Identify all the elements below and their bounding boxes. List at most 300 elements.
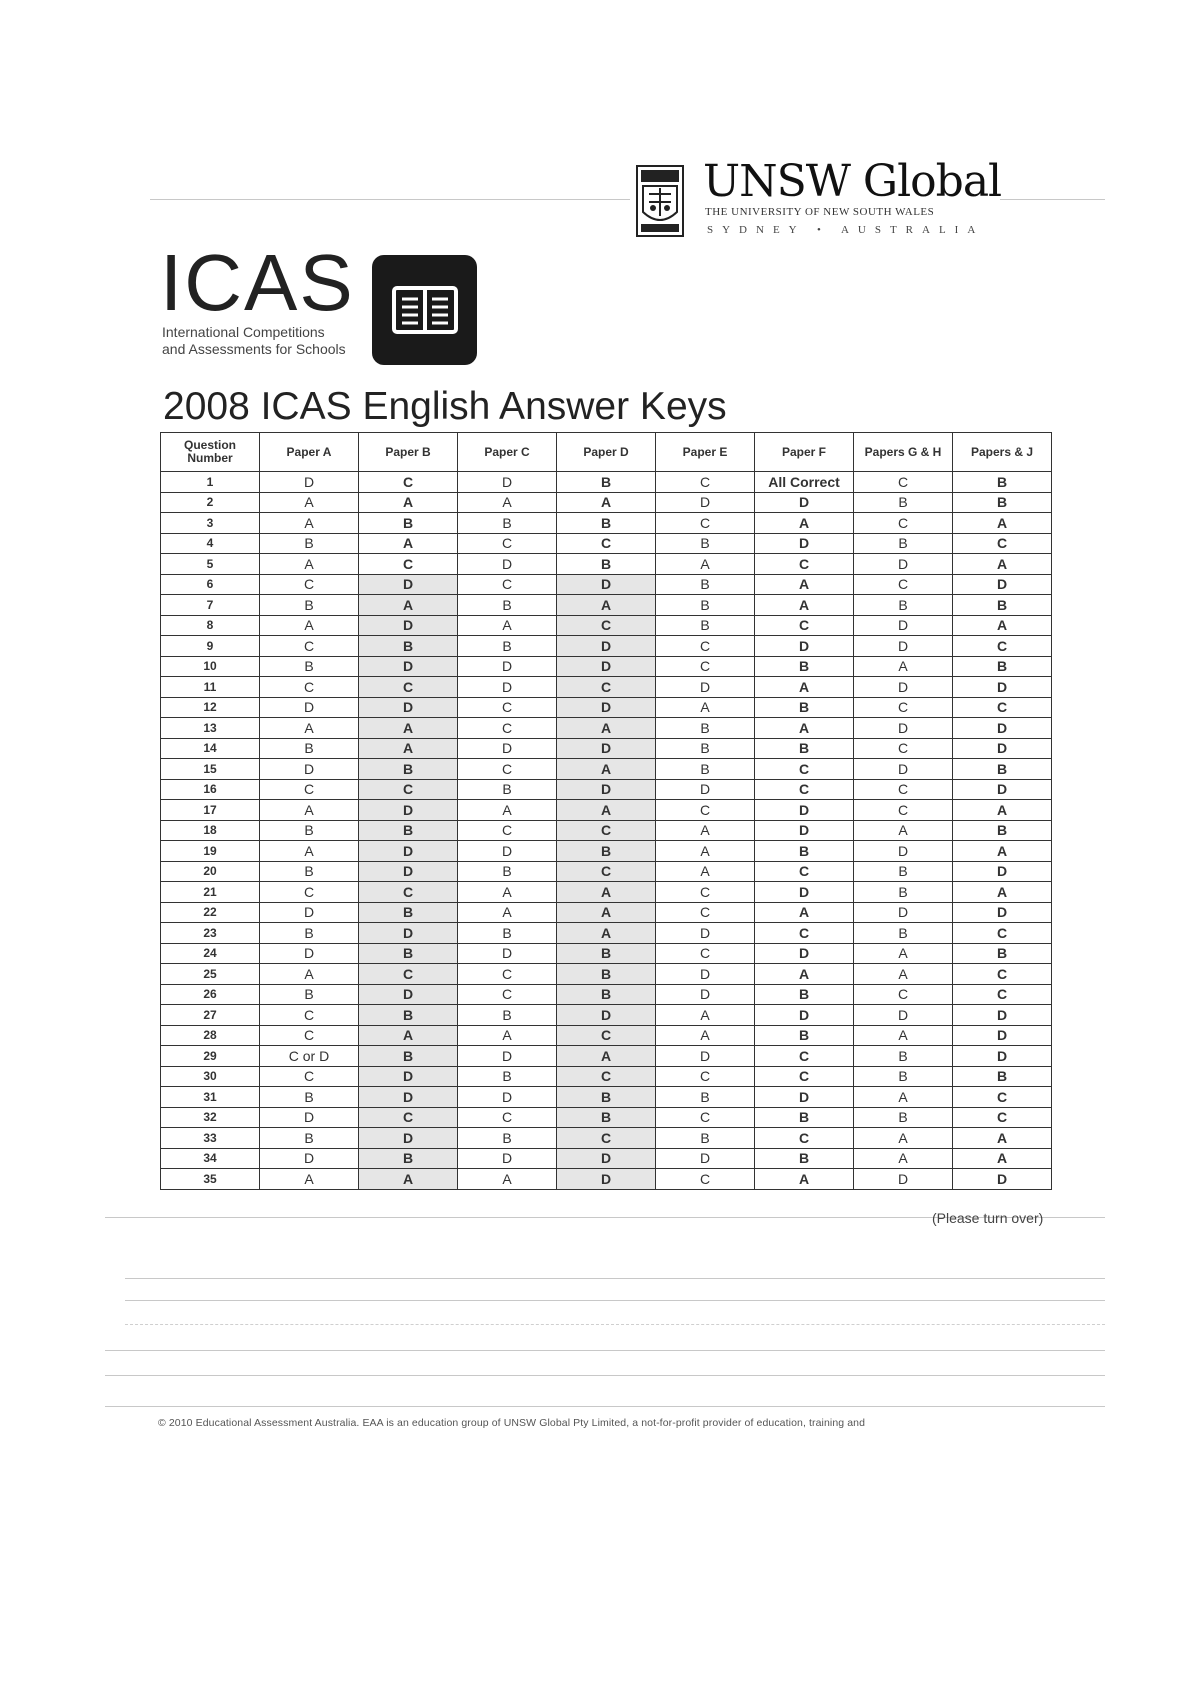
icas-logo — [160, 238, 500, 375]
answer-cell: B — [260, 1087, 359, 1108]
table-row — [161, 1148, 1052, 1169]
answer-cell: B — [458, 636, 557, 657]
answer-cell: C — [260, 636, 359, 657]
unsw-university-name: THE UNIVERSITY OF NEW SOUTH WALES — [705, 206, 935, 218]
answer-cell: B — [557, 1107, 656, 1128]
table-row — [161, 492, 1052, 513]
unsw-crest-icon — [635, 164, 685, 238]
answer-cell: D — [557, 1005, 656, 1026]
answer-cell: A — [260, 554, 359, 575]
answer-cell: A — [854, 656, 953, 677]
question-number-cell: 31 — [161, 1087, 260, 1108]
table-row — [161, 513, 1052, 534]
answer-cell: C — [359, 472, 458, 493]
answer-cell: B — [953, 820, 1052, 841]
answer-cell: B — [359, 820, 458, 841]
answer-cell: B — [260, 820, 359, 841]
table-row — [161, 800, 1052, 821]
answer-cell: B — [854, 861, 953, 882]
table-row — [161, 533, 1052, 554]
question-number-cell: 6 — [161, 574, 260, 595]
question-number-cell: 35 — [161, 1169, 260, 1190]
answer-cell: A — [854, 1128, 953, 1149]
answer-cell: A — [557, 595, 656, 616]
answer-cell: All Correct — [755, 472, 854, 493]
answer-cell: C — [953, 984, 1052, 1005]
question-number-cell: 1 — [161, 472, 260, 493]
answer-cell: D — [755, 636, 854, 657]
answer-cell: A — [260, 964, 359, 985]
answer-cell: A — [557, 718, 656, 739]
answer-cell: A — [854, 943, 953, 964]
answer-cell: C — [359, 677, 458, 698]
answer-cell: B — [458, 513, 557, 534]
answer-cell: B — [953, 943, 1052, 964]
answer-cell: B — [656, 574, 755, 595]
scan-line — [125, 1324, 1105, 1325]
answer-cell: D — [557, 1148, 656, 1169]
answer-cell: B — [260, 533, 359, 554]
answer-cell: A — [953, 554, 1052, 575]
answer-cell: A — [458, 492, 557, 513]
question-number-cell: 33 — [161, 1128, 260, 1149]
answer-cell: D — [854, 1005, 953, 1026]
answer-cell: A — [953, 1128, 1052, 1149]
answer-cell: B — [557, 841, 656, 862]
question-number-cell: 3 — [161, 513, 260, 534]
answer-cell: B — [755, 738, 854, 759]
answer-cell: B — [656, 615, 755, 636]
answer-cell: C — [755, 615, 854, 636]
answer-cell: A — [854, 964, 953, 985]
answer-cell: A — [656, 554, 755, 575]
answer-cell: A — [656, 841, 755, 862]
answer-cell: D — [458, 656, 557, 677]
answer-cell: B — [458, 861, 557, 882]
answer-cell: D — [359, 1087, 458, 1108]
answer-cell: D — [359, 841, 458, 862]
answer-cell: D — [953, 861, 1052, 882]
answer-cell: C — [656, 1107, 755, 1128]
answer-cell: D — [656, 923, 755, 944]
answer-cell: D — [755, 820, 854, 841]
answer-cell: B — [656, 759, 755, 780]
answer-cell: C — [755, 1046, 854, 1067]
question-number-cell: 27 — [161, 1005, 260, 1026]
answer-cell: B — [854, 595, 953, 616]
answer-cell: A — [854, 1087, 953, 1108]
table-row — [161, 656, 1052, 677]
answer-cell: B — [359, 902, 458, 923]
scan-line — [150, 199, 630, 200]
answer-cell: A — [359, 1025, 458, 1046]
scan-line — [125, 1278, 1105, 1279]
question-number-cell: 10 — [161, 656, 260, 677]
table-row — [161, 1128, 1052, 1149]
answer-cell: D — [260, 1148, 359, 1169]
answer-cell: C — [953, 964, 1052, 985]
table-row — [161, 759, 1052, 780]
answer-cell: D — [458, 943, 557, 964]
answer-cell: D — [854, 636, 953, 657]
answer-cell: D — [953, 902, 1052, 923]
column-header-question-number: Question Number — [161, 433, 260, 472]
answer-cell: D — [854, 841, 953, 862]
column-header-papers-i-j: Papers & J — [953, 433, 1052, 472]
answer-cell: A — [755, 574, 854, 595]
answer-cell: C — [854, 574, 953, 595]
answer-cell: C — [260, 574, 359, 595]
answer-cell: A — [755, 595, 854, 616]
question-number-cell: 12 — [161, 697, 260, 718]
answer-cell: B — [557, 984, 656, 1005]
answer-cell: A — [260, 492, 359, 513]
answer-cell: D — [854, 718, 953, 739]
answer-cell: C or D — [260, 1046, 359, 1067]
answer-cell: C — [854, 984, 953, 1005]
answer-cell: C — [557, 1025, 656, 1046]
answer-cell: A — [755, 718, 854, 739]
answer-cell: A — [656, 820, 755, 841]
answer-cell: A — [260, 718, 359, 739]
question-number-cell: 25 — [161, 964, 260, 985]
answer-cell: C — [656, 800, 755, 821]
answer-cell: C — [458, 1107, 557, 1128]
answer-cell: C — [656, 513, 755, 534]
answer-cell: D — [260, 697, 359, 718]
answer-cell: B — [854, 533, 953, 554]
answer-cell: B — [755, 1107, 854, 1128]
question-number-cell: 22 — [161, 902, 260, 923]
answer-cell: C — [458, 820, 557, 841]
table-row — [161, 1005, 1052, 1026]
answer-cell: A — [953, 1148, 1052, 1169]
answer-cell: C — [557, 533, 656, 554]
answer-cell: B — [656, 533, 755, 554]
answer-cell: B — [557, 513, 656, 534]
answer-cell: B — [656, 1087, 755, 1108]
answer-cell: B — [854, 492, 953, 513]
answer-cell: A — [557, 1046, 656, 1067]
table-row — [161, 677, 1052, 698]
question-number-cell: 21 — [161, 882, 260, 903]
answer-cell: C — [953, 533, 1052, 554]
answer-cell: B — [656, 718, 755, 739]
answer-cell: D — [953, 574, 1052, 595]
answer-cell: A — [458, 902, 557, 923]
answer-cell: D — [557, 779, 656, 800]
answer-cell: B — [557, 1087, 656, 1108]
answer-cell: C — [854, 738, 953, 759]
answer-cell: D — [458, 554, 557, 575]
table-row — [161, 943, 1052, 964]
question-number-cell: 7 — [161, 595, 260, 616]
question-number-cell: 9 — [161, 636, 260, 657]
answer-cell: C — [458, 533, 557, 554]
column-header-papers-g-h: Papers G & H — [854, 433, 953, 472]
answer-cell: A — [260, 800, 359, 821]
answer-cell: B — [755, 697, 854, 718]
answer-cell: C — [260, 882, 359, 903]
answer-cell: C — [953, 1087, 1052, 1108]
answer-cell: C — [557, 861, 656, 882]
answer-cell: C — [755, 1128, 854, 1149]
answer-cell: C — [854, 779, 953, 800]
answer-cell: B — [557, 554, 656, 575]
answer-cell: B — [656, 1128, 755, 1149]
table-row — [161, 574, 1052, 595]
unsw-global-name: UNSW Global — [703, 156, 1002, 207]
answer-cell: D — [359, 615, 458, 636]
answer-cell: B — [260, 861, 359, 882]
answer-cell: A — [458, 882, 557, 903]
answer-cell: C — [458, 697, 557, 718]
answer-cell: D — [755, 533, 854, 554]
question-number-cell: 14 — [161, 738, 260, 759]
answer-cell: C — [458, 984, 557, 1005]
answer-cell: D — [755, 943, 854, 964]
answer-cell: B — [458, 779, 557, 800]
answer-cell: C — [854, 697, 953, 718]
question-number-cell: 11 — [161, 677, 260, 698]
answer-cell: D — [359, 984, 458, 1005]
table-row — [161, 882, 1052, 903]
answer-cell: C — [260, 1005, 359, 1026]
answer-cell: C — [260, 1066, 359, 1087]
answer-cell: A — [557, 759, 656, 780]
answer-cell: D — [359, 656, 458, 677]
answer-cell: A — [953, 513, 1052, 534]
table-row — [161, 923, 1052, 944]
answer-cell: A — [656, 1005, 755, 1026]
answer-cell: A — [953, 615, 1052, 636]
table-row — [161, 554, 1052, 575]
answer-cell: A — [755, 677, 854, 698]
copyright-footer: © 2010 Educational Assessment Australia. EAA is an education group of UNSW Global Pty Limited, a not-for-profit provider of education, training and — [158, 1417, 866, 1429]
question-number-cell: 8 — [161, 615, 260, 636]
answer-cell: C — [656, 943, 755, 964]
answer-cell: B — [953, 472, 1052, 493]
answer-cell: D — [458, 738, 557, 759]
table-header-row — [161, 433, 1052, 472]
answer-cell: A — [359, 738, 458, 759]
answer-cell: D — [260, 902, 359, 923]
answer-cell: A — [854, 1025, 953, 1046]
answer-cell: C — [359, 1107, 458, 1128]
table-row — [161, 984, 1052, 1005]
answer-cell: D — [260, 759, 359, 780]
table-row — [161, 472, 1052, 493]
question-number-cell: 30 — [161, 1066, 260, 1087]
answer-cell: C — [359, 964, 458, 985]
answer-cell: D — [557, 574, 656, 595]
answer-cell: D — [656, 677, 755, 698]
answer-cell: B — [458, 1005, 557, 1026]
answer-cell: A — [359, 595, 458, 616]
column-header-paper-f: Paper F — [755, 433, 854, 472]
answer-cell: D — [953, 1025, 1052, 1046]
answer-cell: B — [260, 984, 359, 1005]
answer-cell: C — [953, 923, 1052, 944]
answer-cell: C — [656, 902, 755, 923]
answer-cell: A — [458, 1169, 557, 1190]
answer-cell: D — [755, 1087, 854, 1108]
question-number-cell: 32 — [161, 1107, 260, 1128]
answer-cell: A — [656, 1025, 755, 1046]
answer-cell: B — [953, 595, 1052, 616]
table-row — [161, 779, 1052, 800]
answer-cell: B — [953, 759, 1052, 780]
answer-cell: A — [755, 964, 854, 985]
answer-cell: C — [359, 779, 458, 800]
answer-cell: C — [260, 677, 359, 698]
answer-cell: B — [953, 656, 1052, 677]
answer-cell: D — [656, 1148, 755, 1169]
answer-cell: C — [458, 759, 557, 780]
answer-cell: C — [953, 697, 1052, 718]
answer-cell: C — [458, 574, 557, 595]
answer-cell: B — [557, 964, 656, 985]
icas-acronym: ICAS — [160, 238, 355, 327]
answer-cell: C — [755, 861, 854, 882]
table-row — [161, 1025, 1052, 1046]
column-header-paper-e: Paper E — [656, 433, 755, 472]
unsw-global-logo — [635, 156, 1002, 244]
answer-cell: B — [359, 513, 458, 534]
answer-cell: B — [359, 636, 458, 657]
answer-cell: B — [458, 1066, 557, 1087]
answer-cell: A — [260, 841, 359, 862]
answer-cell: D — [458, 841, 557, 862]
answer-cell: D — [260, 1107, 359, 1128]
answer-cell: A — [854, 1148, 953, 1169]
table-row — [161, 595, 1052, 616]
answer-cell: C — [656, 882, 755, 903]
answer-cell: D — [359, 923, 458, 944]
question-number-cell: 2 — [161, 492, 260, 513]
table-row — [161, 636, 1052, 657]
table-row — [161, 738, 1052, 759]
column-header-paper-a: Paper A — [260, 433, 359, 472]
answer-cell: C — [656, 656, 755, 677]
answer-cell: C — [656, 472, 755, 493]
answer-cell: A — [656, 861, 755, 882]
answer-cell: D — [557, 636, 656, 657]
answer-cell: A — [260, 1169, 359, 1190]
answer-cell: C — [755, 1066, 854, 1087]
answer-cell: D — [953, 738, 1052, 759]
table-row — [161, 964, 1052, 985]
answer-cell: D — [755, 882, 854, 903]
question-number-cell: 5 — [161, 554, 260, 575]
answer-cell: A — [953, 841, 1052, 862]
answer-cell: A — [755, 902, 854, 923]
icas-tagline-line-1: International Competitions — [162, 324, 325, 340]
answer-cell: D — [359, 1066, 458, 1087]
answer-cell: D — [854, 902, 953, 923]
answer-cell: D — [854, 1169, 953, 1190]
answer-cell: D — [656, 964, 755, 985]
answer-cell: B — [557, 472, 656, 493]
answer-cell: B — [953, 492, 1052, 513]
question-number-cell: 4 — [161, 533, 260, 554]
answer-cell: C — [656, 1169, 755, 1190]
question-number-cell: 19 — [161, 841, 260, 862]
answer-cell: D — [953, 1005, 1052, 1026]
answer-cell: C — [557, 615, 656, 636]
answer-cell: D — [656, 984, 755, 1005]
table-row — [161, 861, 1052, 882]
answer-cell: D — [359, 861, 458, 882]
table-row — [161, 697, 1052, 718]
scan-line — [105, 1375, 1105, 1376]
answer-cell: D — [359, 800, 458, 821]
table-row — [161, 1046, 1052, 1067]
question-number-cell: 24 — [161, 943, 260, 964]
answer-cell: C — [557, 1128, 656, 1149]
scan-line — [105, 1350, 1105, 1351]
answer-cell: B — [260, 1128, 359, 1149]
answer-cell: B — [953, 1066, 1052, 1087]
answer-cell: C — [359, 554, 458, 575]
question-number-cell: 23 — [161, 923, 260, 944]
answer-cell: B — [854, 1046, 953, 1067]
answer-cell: D — [458, 1087, 557, 1108]
answer-cell: D — [656, 779, 755, 800]
answer-cell: A — [359, 492, 458, 513]
answer-cell: B — [755, 656, 854, 677]
answer-cell: B — [260, 738, 359, 759]
answer-cell: C — [458, 718, 557, 739]
column-header-paper-b: Paper B — [359, 433, 458, 472]
answer-cell: A — [953, 800, 1052, 821]
answer-cell: B — [359, 759, 458, 780]
answer-cell: D — [359, 574, 458, 595]
answer-cell: C — [854, 800, 953, 821]
answer-cell: B — [458, 923, 557, 944]
answer-cell: A — [557, 882, 656, 903]
answer-cell: A — [557, 492, 656, 513]
answer-cell: D — [458, 472, 557, 493]
answer-cell: B — [359, 1046, 458, 1067]
answer-cell: D — [755, 1005, 854, 1026]
answer-cell: B — [755, 1148, 854, 1169]
question-number-cell: 34 — [161, 1148, 260, 1169]
answer-cell: B — [854, 1107, 953, 1128]
question-number-cell: 13 — [161, 718, 260, 739]
answer-cell: B — [359, 1005, 458, 1026]
scan-line — [125, 1300, 1105, 1301]
english-book-icon — [372, 255, 477, 365]
answer-cell: D — [359, 1128, 458, 1149]
answer-cell: A — [854, 820, 953, 841]
answer-cell: B — [854, 882, 953, 903]
answer-cell: A — [755, 1169, 854, 1190]
answer-cell: D — [557, 1169, 656, 1190]
answer-cell: D — [557, 656, 656, 677]
answer-cell: D — [557, 738, 656, 759]
answer-cell: D — [458, 677, 557, 698]
please-turn-over-note: (Please turn over) — [932, 1210, 1044, 1226]
answer-cell: B — [656, 595, 755, 616]
answer-cell: A — [557, 923, 656, 944]
answer-cell: C — [755, 923, 854, 944]
column-header-paper-d: Paper D — [557, 433, 656, 472]
answer-cell: D — [557, 697, 656, 718]
answer-cell: C — [359, 882, 458, 903]
answer-cell: B — [755, 984, 854, 1005]
table-row — [161, 1169, 1052, 1190]
